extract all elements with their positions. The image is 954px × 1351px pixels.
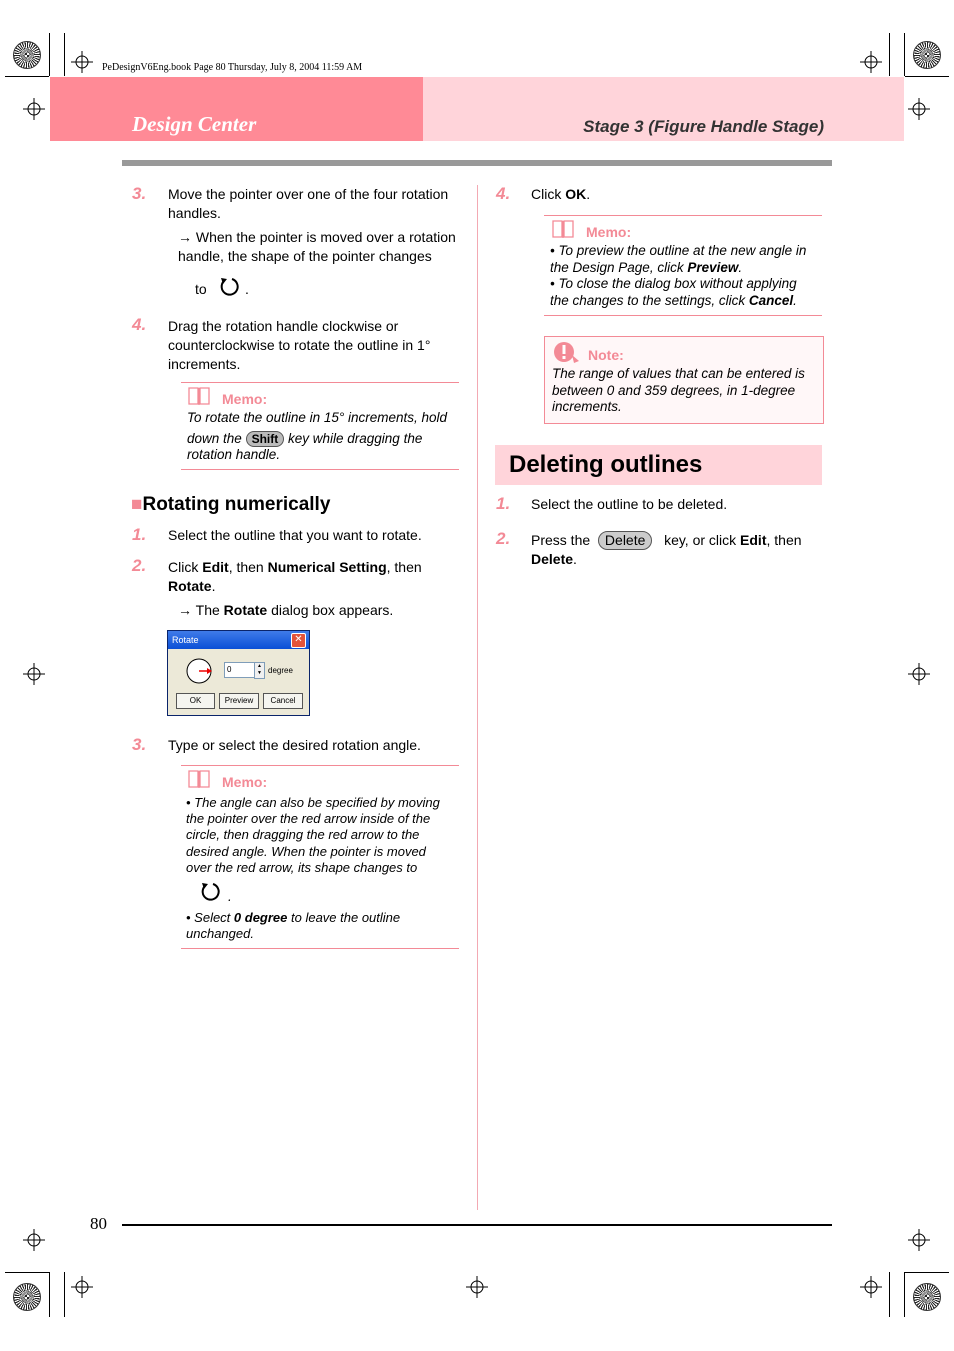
emphasis: Cancel — [748, 292, 794, 308]
step-number: 1. — [132, 525, 147, 544]
memo-label: Memo: — [222, 774, 268, 790]
result-period: . — [245, 281, 249, 297]
crosshair-icon — [908, 1229, 930, 1251]
crop-mark — [64, 33, 65, 76]
book-icon — [188, 769, 210, 789]
dialog-name: Rotate — [223, 602, 268, 618]
rotate-dialog — [167, 630, 310, 716]
crop-mark — [49, 1272, 50, 1317]
step-number: 3. — [132, 735, 147, 754]
preview-button[interactable]: Preview — [219, 693, 259, 709]
registration-starburst-icon — [13, 1283, 41, 1311]
memo-bullet — [550, 276, 818, 309]
text-part: → The — [178, 602, 224, 618]
step-text: Select the outline to be deleted. — [531, 496, 728, 512]
crosshair-icon — [23, 1229, 45, 1251]
text-part: to leave the outline unchanged. — [186, 910, 401, 942]
crosshair-icon — [908, 98, 930, 120]
text-part: . — [573, 551, 577, 567]
step-text: Select the outline that you want to rotate. — [168, 527, 422, 543]
step-number: 4. — [132, 315, 147, 334]
angle-dial-icon[interactable] — [185, 657, 213, 685]
crop-mark — [49, 33, 50, 76]
menu-delete: Delete — [531, 551, 574, 567]
menu-edit: Edit — [740, 532, 767, 548]
memo-bullet — [186, 910, 452, 942]
square-bullet-icon: ■ — [131, 494, 143, 515]
file-header: PeDesignV6Eng.book Page 80 Thursday, July 8, 2004 11:59 AM — [102, 62, 363, 73]
text-part: . — [738, 259, 743, 275]
rotate-pointer-icon — [199, 881, 223, 903]
menu-edit: Edit — [202, 559, 229, 575]
crosshair-icon — [860, 51, 882, 73]
text-part: Click — [531, 186, 566, 202]
step-text: Drag the rotation handle clockwise or counterclockwise to rotate the outline in 1° increments. — [168, 318, 431, 372]
top-rule — [122, 160, 832, 166]
text-part: , then — [766, 532, 802, 548]
crop-mark — [905, 1272, 949, 1273]
step-text: Type or select the desired rotation angle. — [168, 737, 421, 753]
registration-starburst-icon — [913, 41, 941, 69]
step-result — [195, 280, 207, 299]
memo-line — [187, 431, 459, 448]
ok-label: OK — [565, 186, 587, 202]
cancel-button[interactable]: Cancel — [263, 693, 303, 709]
menu-numerical-setting: Numerical Setting — [267, 559, 387, 575]
text-part: . — [586, 186, 591, 202]
crop-mark — [5, 1272, 49, 1273]
bottom-rule — [122, 1224, 832, 1226]
memo-text-part: down the — [187, 430, 242, 446]
degree-unit: degree — [268, 666, 293, 675]
crop-mark — [5, 76, 49, 77]
step-result — [178, 601, 393, 620]
crosshair-icon — [23, 663, 45, 685]
crosshair-icon — [908, 663, 930, 685]
text-part: • Select — [186, 910, 234, 925]
page-number: 80 — [90, 1214, 107, 1233]
crosshair-icon — [71, 1276, 93, 1298]
text-part: key, or click — [664, 532, 741, 548]
step-result: → When the pointer is moved over a rotation handle, the shape of the pointer changes — [178, 229, 456, 264]
text-part: dialog box appears. — [267, 602, 394, 618]
crop-mark — [889, 33, 890, 76]
crop-mark — [64, 1272, 65, 1317]
step-number: 4. — [496, 184, 511, 203]
step-text — [531, 531, 821, 569]
menu-rotate: Rotate — [168, 578, 212, 594]
step-number: 2. — [496, 529, 511, 548]
memo-label: Memo: — [222, 391, 268, 407]
text-part: • To close the dialog box without applying the changes to the settings, click — [550, 276, 797, 308]
step-text — [531, 185, 590, 204]
text-part: • To preview the outline at the new angle in the Design Page, click — [550, 243, 807, 275]
crop-mark — [889, 1272, 890, 1317]
subsection-heading — [131, 494, 330, 516]
step-number: 1. — [496, 494, 511, 513]
chapter-title: Design Center — [132, 112, 257, 136]
memo-text-part: key while dragging the — [288, 430, 423, 446]
rotate-pointer-icon — [218, 276, 242, 298]
memo-label: Memo: — [586, 224, 632, 240]
note-label: Note: — [588, 347, 624, 363]
memo-text — [187, 410, 459, 464]
delete-key: Delete — [598, 531, 652, 550]
dialog-titlebar — [168, 631, 309, 649]
text-part: . — [211, 578, 216, 594]
text-part: . — [793, 292, 797, 308]
registration-starburst-icon — [13, 41, 41, 69]
memo-line: To rotate the outline in 15° increments, hold — [187, 410, 448, 425]
result-to-text: to — [195, 281, 207, 297]
crosshair-icon — [466, 1276, 488, 1298]
crop-mark — [904, 33, 905, 76]
degree-input[interactable]: 0 — [224, 662, 256, 678]
text-part: , then — [228, 559, 268, 575]
shift-key: Shift — [246, 431, 285, 447]
dialog-title: Rotate — [172, 635, 199, 645]
memo-bullet — [550, 243, 818, 276]
crosshair-icon — [71, 51, 93, 73]
step-text: Move the pointer over one of the four rotation handles. — [168, 186, 449, 221]
section-running-title: Stage 3 (Figure Handle Stage) — [583, 117, 824, 136]
registration-starburst-icon — [913, 1283, 941, 1311]
text-part: Press the — [531, 532, 591, 548]
text-part: , then — [386, 559, 422, 575]
crop-mark — [904, 1272, 905, 1317]
note-text: The range of values that can be entered is between 0 and 359 degrees, in 1-degree increments. — [552, 366, 805, 414]
column-divider — [477, 185, 478, 1210]
degree-stepper[interactable]: ▲ ▼ — [254, 662, 265, 679]
emphasis: Preview — [687, 259, 739, 275]
crosshair-icon — [23, 98, 45, 120]
close-icon[interactable]: ✕ — [291, 633, 306, 648]
crop-mark — [905, 76, 949, 77]
book-icon — [188, 386, 210, 406]
crosshair-icon — [860, 1276, 882, 1298]
step-text — [168, 558, 458, 596]
memo-line: rotation handle. — [187, 447, 281, 462]
step-number: 2. — [132, 556, 147, 575]
section-title: Deleting outlines — [509, 451, 703, 478]
warning-hand-icon — [552, 341, 580, 365]
text-part: Click — [168, 559, 203, 575]
book-icon — [552, 219, 574, 239]
emphasis: 0 degree — [233, 910, 288, 925]
ok-button[interactable]: OK — [176, 693, 215, 709]
memo-period: . — [228, 889, 232, 904]
step-number: 3. — [132, 184, 147, 203]
memo-bullet: • The angle can also be specified by moving the pointer over the red arrow inside of the circle, then dragging the red arrow to the desired angle. When the pointer is moved over the red arrow, its shape changes to — [186, 795, 440, 875]
subsection-title: Rotating numerically — [142, 494, 331, 515]
